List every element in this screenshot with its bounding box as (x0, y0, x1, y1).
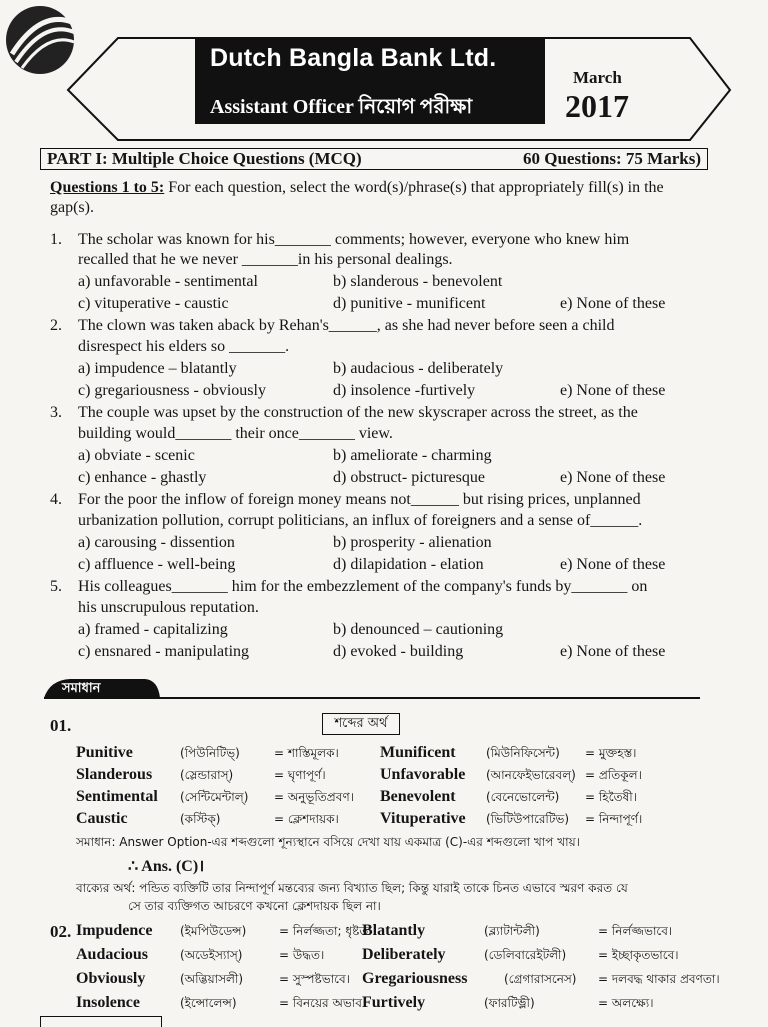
sentence-meaning-line-2: সে তার ব্যক্তিগত আচরণে কখনো ক্লেশদায়ক ছিল না। (128, 899, 381, 913)
exam-month: March (573, 68, 622, 87)
option-c: c) affluence - well-being (78, 556, 236, 573)
vocab-item (76, 766, 326, 787)
question-number: 3. (50, 404, 62, 421)
vocab-meaning: = দলবদ্ধ থাকার প্রবণতা। (598, 972, 720, 986)
option-d: d) obstruct- picturesque (333, 469, 485, 486)
vocab-word: Caustic (76, 810, 128, 827)
option-c: c) vituperative - caustic (78, 295, 229, 312)
vocab-word: Punitive (76, 744, 133, 761)
sentence-meaning-line-1: বাক্যের অর্থ: পন্ডিত ব্যক্তিটি তার নিন্দাপূর্ণ মন্তব্যের জন্য বিখ্যাত ছিল; কিন্তু যারাই তাকে চিনত এভাবে স্মরণ করত যে (76, 881, 628, 895)
option-d: d) insolence -furtively (333, 382, 476, 399)
question-line: For the poor the inflow of foreign money means not______ but rising prices, unplanned (78, 491, 641, 508)
question-line: his unscrupulous reputation. (78, 599, 259, 616)
vocab-pronunciation: (আনফেইভারেবল্) (486, 768, 576, 782)
option-d: d) evoked - building (333, 643, 464, 660)
vocab-pronunciation: (সেন্টিমেন্টাল্) (180, 790, 249, 804)
instruction (50, 178, 710, 218)
option-b: b) ameliorate - charming (333, 447, 492, 464)
question-line: The scholar was known for his_______ comments; however, everyone who knew him (78, 231, 630, 248)
instruction-text: For each question, select the word(s)/phrase(s) that appropriately fill(s) in the gap(s). (50, 179, 664, 216)
footer-box (40, 1016, 162, 1027)
vocab-word: Slanderous (76, 766, 153, 783)
vocab-word: Blatantly (362, 922, 426, 939)
vocab-item (76, 788, 354, 809)
part-title: PART I: Multiple Choice Questions (MCQ) (47, 149, 362, 168)
question-line: recalled that he we never _______in his personal dealings. (78, 251, 453, 268)
solution-bar-graphic (40, 676, 700, 700)
vocab-meaning: = প্রতিকূল। (585, 768, 642, 782)
question-line: urbanization pollution, corrupt politicians, an influx of foreigners and a sense of______. (78, 512, 643, 529)
option-e: e) None of these (560, 556, 666, 573)
vocab-item (362, 994, 654, 1015)
option-e: e) None of these (560, 469, 666, 486)
exam-year: 2017 (565, 88, 629, 124)
question-line: building would_______ their once_______ view. (78, 425, 393, 442)
vocab-pronunciation: (গ্রেগারাসনেস) (504, 972, 577, 986)
vocab-meaning: = মুক্তহস্ত। (585, 746, 637, 760)
vocab-pronunciation: (ইন্সোলেন্স) (180, 996, 237, 1010)
option-e: e) None of these (560, 295, 666, 312)
question-number: 5. (50, 578, 62, 595)
question-number: 4. (50, 491, 62, 508)
vocab-pronunciation: (ব্ল্যাটান্টলী) (484, 924, 540, 938)
answer: ∴ Ans. (C)। (128, 858, 205, 875)
question-line: His colleagues_______ him for the embezzlement of the company's funds by_______ on (78, 578, 648, 595)
vocab-pronunciation: (স্লেন্ডারাস্) (180, 768, 234, 782)
solution-label: সমাধান (62, 681, 101, 696)
solution-number-1: 01. (50, 716, 72, 735)
vocab-word: Unfavorable (380, 766, 466, 783)
vocab-word: Furtively (362, 994, 426, 1011)
vocab-pronunciation: (অডেইস্যাস্) (180, 948, 243, 962)
option-c: c) enhance - ghastly (78, 469, 207, 486)
vocab-meaning: = অলক্ষ্যে। (598, 996, 654, 1010)
vocab-word: Obviously (76, 970, 146, 987)
question-number: 2. (50, 317, 62, 334)
question-line: disrespect his elders so _______. (78, 338, 290, 355)
option-c: c) gregariousness - obviously (78, 382, 266, 399)
option-a: a) carousing - dissention (78, 534, 235, 551)
vocab-word: Gregariousness (362, 970, 468, 987)
vocab-meaning: = ইচ্ছাকৃতভাবে। (598, 948, 679, 962)
option-d: d) dilapidation - elation (333, 556, 484, 573)
vocab-meaning: = বিনয়ের অভাব। (279, 996, 367, 1010)
question-line: The couple was upset by the construction of the new skyscraper across the street, as the (78, 404, 638, 421)
vocab-word: Sentimental (76, 788, 158, 805)
vocab-item (76, 946, 324, 967)
vocab-meaning: = অনুভূতিপ্রবণ। (274, 790, 354, 804)
part-marks: 60 Questions: 75 Marks) (522, 149, 701, 168)
vocab-pronunciation: (ভিটিউপারেটিভ) (486, 812, 570, 826)
vocab-item (362, 970, 720, 991)
vocab-item (380, 766, 642, 787)
option-d: d) punitive - munificent (333, 295, 486, 312)
vocab-item (380, 744, 636, 765)
vocab-word: Vituperative (380, 810, 466, 827)
vocab-item (380, 810, 642, 831)
vocab-word: Benevolent (380, 788, 456, 805)
solution-explanation: সমাধান: Answer Option-এর শব্দগুলো শূন্যস্থানে বসিয়ে দেখা যায় একমাত্র (C)-এর শব্দগুলো খাপ খায়। (76, 835, 580, 849)
option-b: b) audacious - deliberately (333, 360, 504, 377)
instruction-label: Questions 1 to 5: (50, 179, 165, 196)
header-banner (0, 0, 768, 145)
vocab-meaning: = উদ্ধত। (279, 948, 325, 962)
vocab-meaning: = ক্লেশদায়ক। (274, 812, 339, 826)
solution-bar (40, 676, 700, 700)
question-number: 1. (50, 231, 62, 248)
vocab-meaning: = হিতৈষী। (585, 790, 637, 804)
vocab-item (76, 922, 376, 943)
vocab-pronunciation: (অব্ভিয়াসলী) (180, 972, 244, 986)
option-a: a) impudence – blatantly (78, 360, 237, 377)
option-a: a) framed - capitalizing (78, 621, 228, 638)
vocab-pronunciation: (ইমপিউডেন্স) (180, 924, 247, 938)
question-line: The clown was taken aback by Rehan's______, as she had never before seen a child (78, 317, 615, 334)
vocab-word: Impudence (76, 922, 153, 939)
vocab-pronunciation: (কস্টিক্) (180, 812, 221, 826)
vocab-item (76, 970, 350, 991)
vocab-meaning: = নির্লজ্জতা; ধৃষ্টতা। (279, 924, 377, 938)
option-c: c) ensnared - manipulating (78, 643, 250, 660)
vocab-word: Audacious (76, 946, 149, 963)
vocab-pronunciation: (ডেলিবারেইটলী) (484, 948, 567, 962)
word-meaning-heading: শব্দের অর্থ (322, 713, 400, 735)
vocab-pronunciation: (বেনেভোলেন্ট) (486, 790, 560, 804)
bank-name: Dutch Bangla Bank Ltd. (210, 44, 497, 72)
solution-number-2: 02. (50, 922, 72, 941)
bank-logo-icon (0, 0, 80, 80)
vocab-item (76, 994, 366, 1015)
option-b: b) denounced – cautioning (333, 621, 504, 638)
option-a: a) obviate - scenic (78, 447, 195, 464)
vocab-item (362, 922, 672, 943)
option-b: b) slanderous - benevolent (333, 273, 503, 290)
vocab-item (76, 744, 339, 765)
vocab-meaning: = নিন্দাপূর্ণ। (585, 812, 643, 826)
vocab-pronunciation: (পিউনিটিভ্) (180, 746, 240, 760)
vocab-item (76, 810, 339, 831)
vocab-word: Insolence (76, 994, 140, 1011)
option-e: e) None of these (560, 643, 666, 660)
vocab-item (380, 788, 637, 809)
vocab-pronunciation: (ফারটিভ্লী) (484, 996, 535, 1010)
vocab-word: Deliberately (362, 946, 446, 963)
part-header (40, 148, 708, 170)
exam-title: Assistant Officer নিয়োগ পরীক্ষা (210, 96, 473, 118)
vocab-meaning: = শাস্তিমূলক। (274, 746, 339, 760)
vocab-meaning: = নির্লজ্জভাবে। (598, 924, 673, 938)
option-e: e) None of these (560, 382, 666, 399)
option-b: b) prosperity - alienation (333, 534, 492, 551)
vocab-item (362, 946, 679, 967)
vocab-pronunciation: (মিউনিফিসেন্ট) (486, 746, 560, 760)
vocab-meaning: = সুস্পষ্টভাবে। (279, 972, 350, 986)
option-a: a) unfavorable - sentimental (78, 273, 258, 290)
vocab-meaning: = ঘৃণাপূর্ণ। (274, 768, 326, 782)
vocab-word: Munificent (380, 744, 456, 761)
